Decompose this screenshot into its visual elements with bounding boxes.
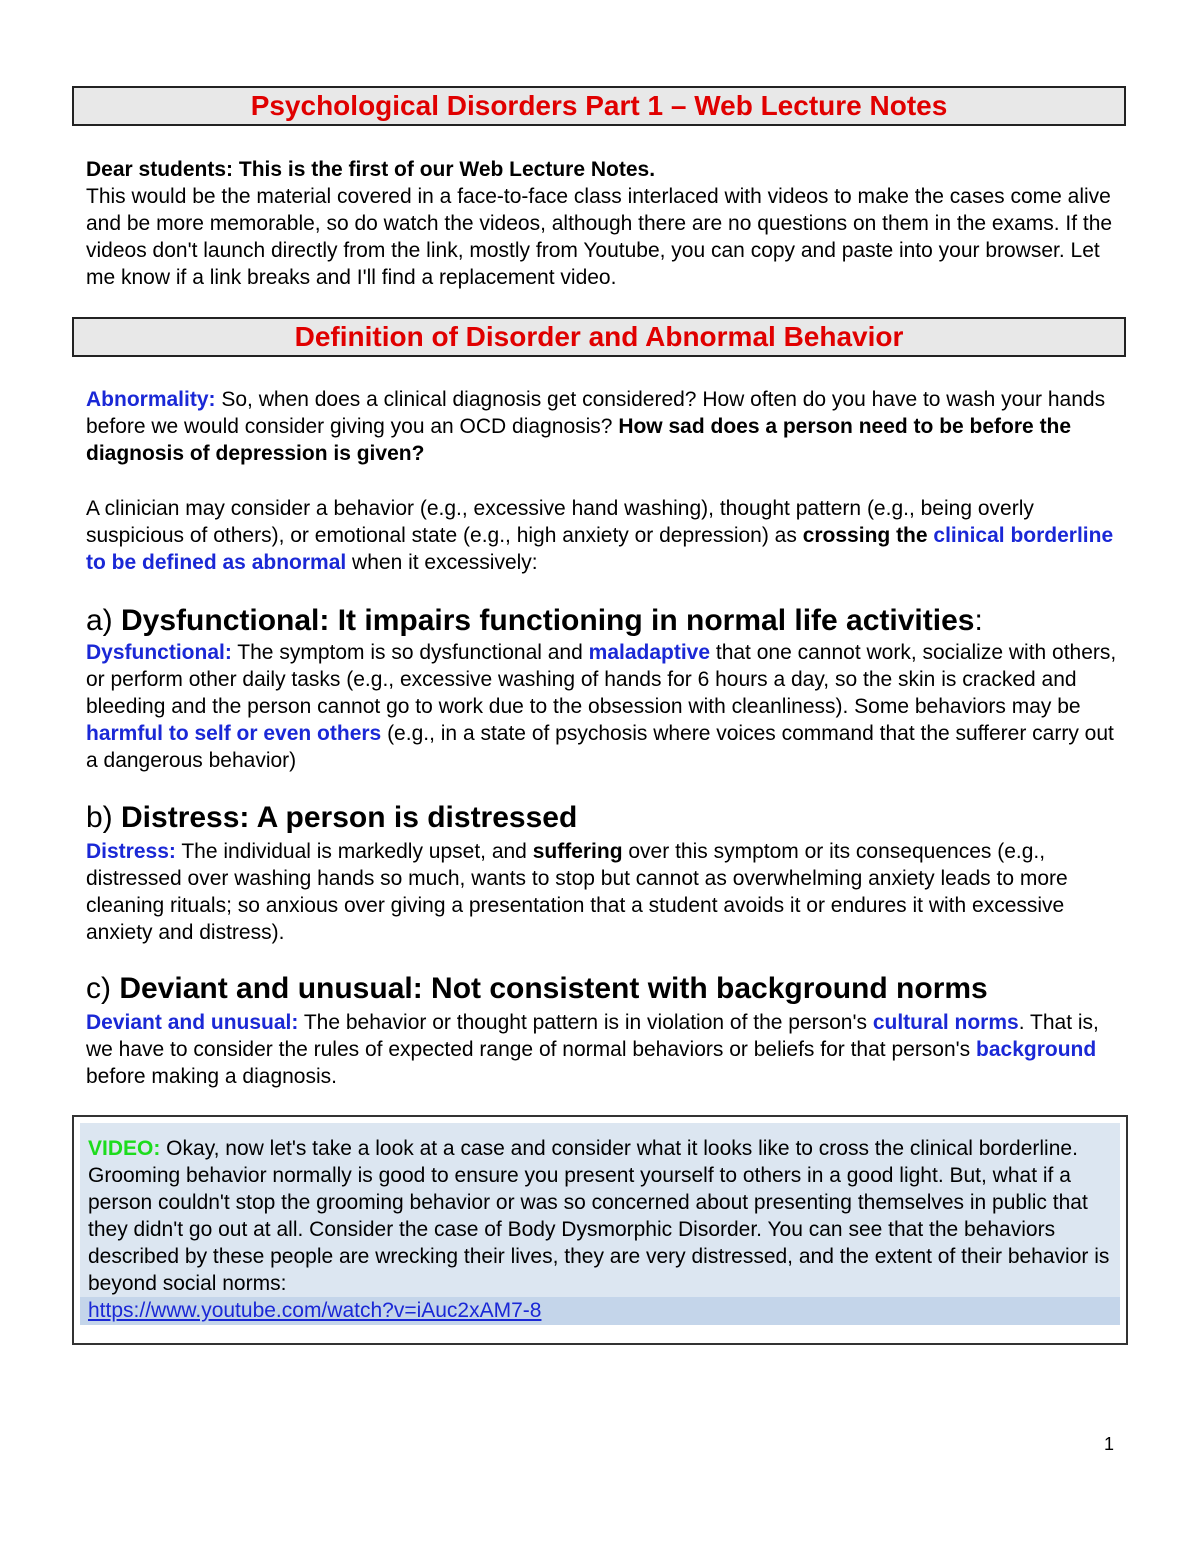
- video-label: VIDEO:: [88, 1137, 161, 1160]
- dysfunctional-term: Dysfunctional:: [86, 641, 232, 664]
- heading-distress: [86, 800, 1146, 836]
- video-link[interactable]: https://www.youtube.com/watch?v=iAuc2xAM7-8: [88, 1299, 542, 1322]
- lecture-title: Psychological Disorders Part 1 – Web Lecture Notes: [250, 90, 948, 121]
- page-number: 1: [1103, 1434, 1114, 1454]
- intro-text: This would be the material covered in a face-to-face class interlaced with videos to make the cases come alive and be more memorable, so do watch the videos, although there are no questions on them in the exams. If the videos don't launch directly from the link, mostly from Youtube, you can copy and paste into your browser. Let me know if a link breaks and I'll find a replacement video.: [86, 185, 1113, 289]
- heading-b-text: Distress: A person is distressed: [121, 801, 578, 834]
- maladaptive-keyword: maladaptive: [588, 641, 711, 664]
- video-description: Okay, now let's take a look at a case and consider what it looks like to cross the clinical borderline. Grooming behavior normally is good to ensure you present yourself to others in a good light. But, what if a person couldn't stop the grooming behavior or was so concerned about presenting themselves in public that they didn't go out at all. Consider the case of Body Dysmorphic Disorder. You can see that the behaviors described by these people are wrecking their lives, they are very distressed, and the extent of their behavior is beyond social norms:: [88, 1137, 1110, 1295]
- clinician-text-2: when it excessively:: [346, 551, 538, 574]
- dysfunctional-text-2: that one cannot work, socialize with others, or perform other daily tasks (e.g., excessive washing of hands for 6 hours a day, so the skin is cracked and bleeding and the person cannot go to work due to the obsession with cleanliness). Some behaviors may be: [86, 641, 1117, 718]
- clinician-bold: crossing the: [802, 524, 928, 547]
- heading-deviant: [86, 971, 1146, 1007]
- suffering-keyword: suffering: [532, 840, 623, 863]
- clinician-paragraph: [86, 495, 1120, 576]
- distress-paragraph: [86, 838, 1120, 946]
- deviant-term: Deviant and unusual:: [86, 1011, 299, 1034]
- video-callout-box: [72, 1115, 1128, 1345]
- clinician-text-1: A clinician may consider a behavior (e.g., excessive hand washing), thought pattern (e.g., being overly suspicious of others), or emotional state (e.g., high anxiety or depression) as: [86, 497, 1034, 547]
- abnormality-text: So, when does a clinical diagnosis get considered? How often do you have to wash your hands before we would consider giving you an OCD diagnosis?: [86, 388, 1106, 438]
- deviant-paragraph: [86, 1009, 1120, 1090]
- deviant-text-3: before making a diagnosis.: [86, 1065, 337, 1088]
- intro-greeting: Dear students: This is the first of our Web Lecture Notes.: [86, 158, 656, 181]
- distress-text-2: over this symptom or its consequences (e.g., distressed over washing hands so much, wants to stop but cannot as overwhelming anxiety leads to more cleaning rituals; so anxious over giving a presentation that a student avoids it or endures it with excessive anxiety and distress).: [86, 840, 1068, 944]
- heading-c-letter: c): [86, 972, 120, 1005]
- heading-a-colon: :: [974, 604, 983, 637]
- deviant-text-2: . That is, we have to consider the rules of expected range of normal behaviors or beliefs for that person's: [86, 1011, 1099, 1061]
- dysfunctional-text-1: The symptom is so dysfunctional and: [231, 641, 589, 664]
- cultural-norms-keyword: cultural norms: [872, 1011, 1019, 1034]
- intro-paragraph: [86, 156, 1120, 291]
- clinician-borderline: clinical borderline to be defined as abnormal: [86, 524, 1114, 574]
- deviant-text-1: The behavior or thought pattern is in violation of the person's: [298, 1011, 873, 1034]
- heading-dysfunctional: [86, 603, 1146, 639]
- background-keyword: background: [976, 1038, 1097, 1061]
- heading-a-text: Dysfunctional: It impairs functioning in normal life activities: [121, 604, 975, 637]
- heading-b-letter: b): [86, 801, 122, 834]
- title-box-definition: [72, 317, 1126, 357]
- title-box-lecture: [72, 86, 1126, 126]
- dysfunctional-text-3: (e.g., in a state of psychosis where voices command that the sufferer carry out a dangerous behavior): [86, 722, 1114, 772]
- abnormality-question: How sad does a person need to be before the diagnosis of depression is given?: [86, 415, 1072, 465]
- video-callout-text: [88, 1135, 1118, 1324]
- section-title: Definition of Disorder and Abnormal Behavior: [294, 321, 904, 352]
- harmful-keyword: harmful to self or even others: [86, 722, 382, 745]
- abnormality-term: Abnormality:: [86, 388, 216, 411]
- distress-term: Distress:: [86, 840, 176, 863]
- heading-c-text: Deviant and unusual: Not consistent with background norms: [119, 972, 988, 1005]
- heading-a-letter: a): [86, 604, 122, 637]
- dysfunctional-paragraph: [86, 639, 1120, 774]
- abnormality-paragraph: [86, 386, 1120, 467]
- distress-text-1: The individual is markedly upset, and: [175, 840, 533, 863]
